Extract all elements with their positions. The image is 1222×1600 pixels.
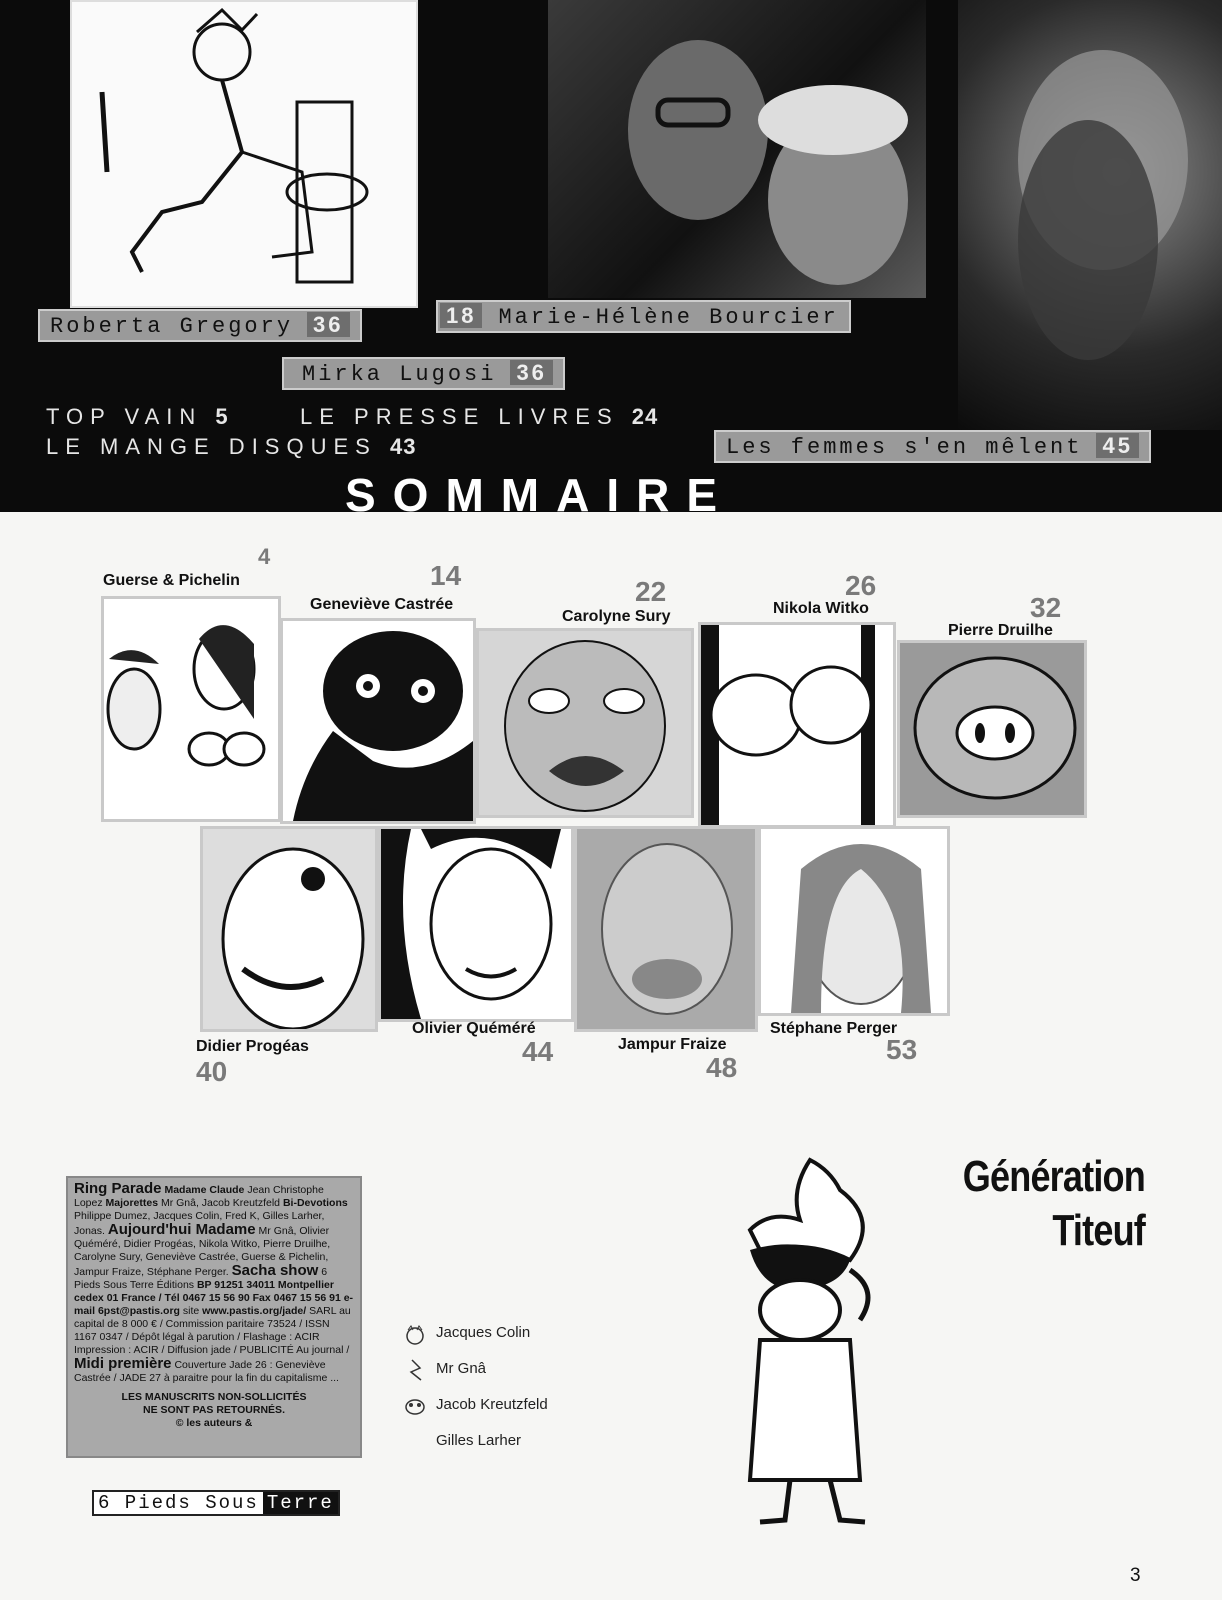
rubrique-name: TOP VAIN xyxy=(46,404,203,429)
scribble-figure-icon xyxy=(406,1358,426,1384)
bi-devotions-label: Bi-Devotions xyxy=(282,1197,348,1209)
artist-page-jampur-fraize: 48 xyxy=(706,1052,738,1083)
feature-name: Mirka Lugosi xyxy=(302,362,497,387)
feature-marie-helene-bourcier[interactable] xyxy=(436,300,851,333)
credit-icon-mr-gna xyxy=(406,1358,426,1389)
cartoon-figure-icon xyxy=(72,2,416,306)
rubrique-mange-disques[interactable] xyxy=(46,434,416,460)
bi-devotions-text: Philippe Dumez, Jacques Colin, Fred K, Gilles Larher, Jonas. xyxy=(74,1210,325,1237)
generation-titeuf-title xyxy=(944,1150,1145,1258)
grotesque-face-illustration-icon xyxy=(203,829,375,1029)
woman-face-sketch-icon xyxy=(761,829,947,1013)
scratchy-face-illustration-icon xyxy=(479,631,691,815)
rubrique-name: LE PRESSE LIVRES xyxy=(300,404,619,429)
manuscrits-line-2: NE SONT PAS RETOURNÉS. xyxy=(143,1404,285,1416)
two-faces-photo-icon xyxy=(548,0,926,298)
generation-line-2: Titeuf xyxy=(1052,1206,1145,1255)
publisher-name-a: 6 Pieds Sous xyxy=(98,1492,259,1514)
artist-page-didier-progeas: 40 xyxy=(196,1056,228,1087)
credit-gilles-larher: Gilles Larher xyxy=(436,1432,522,1449)
artist-name-nikola-witko: Nikola Witko xyxy=(773,600,869,617)
credit-icon-jacques-colin xyxy=(404,1324,426,1351)
masthead-credits xyxy=(66,1176,362,1458)
artist-page-olivier-quemere: 44 xyxy=(522,1036,554,1067)
midi-premiere-label: Midi première xyxy=(74,1355,172,1372)
publisher-name-b: Terre xyxy=(263,1492,338,1514)
artist-name-olivier-quemere: Olivier Quéméré xyxy=(412,1020,536,1037)
artist-page-nikola-witko: 26 xyxy=(845,570,877,601)
artist-name-guerse-pichelin: Guerse & Pichelin xyxy=(103,572,240,589)
artist-name-genevieve-castree: Geneviève Castrée xyxy=(310,596,454,613)
bourcier-photo xyxy=(548,0,926,298)
editions-text: 6 Pieds Sous Terre Éditions xyxy=(74,1266,328,1291)
artist-name-didier-progeas: Didier Progéas xyxy=(196,1038,309,1055)
site-link[interactable]: www.pastis.org/jade/ xyxy=(202,1305,307,1317)
madame-claude-label: Madame Claude xyxy=(164,1184,245,1196)
femmes-photo xyxy=(958,0,1222,430)
panel-olivier-quemere[interactable] xyxy=(378,826,574,1022)
artist-page-genevieve-castree: 14 xyxy=(430,560,462,591)
address-text: BP 91251 34011 Montpellier cedex 01 France xyxy=(74,1279,334,1304)
artist-name-carolyne-sury: Carolyne Sury xyxy=(562,608,671,625)
panel-genevieve-castree[interactable] xyxy=(280,618,476,824)
feature-name: Marie-Hélène Bourcier xyxy=(498,305,839,330)
titeuf-cartoon-icon xyxy=(690,1150,920,1530)
panel-nikola-witko[interactable] xyxy=(698,622,896,828)
pig-cartoon-illustration-icon xyxy=(701,625,893,825)
feature-page: 36 xyxy=(307,312,349,337)
feature-name: Roberta Gregory xyxy=(50,314,294,339)
credit-mr-gna: Mr Gnâ xyxy=(436,1360,487,1377)
artist-page-stephane-perger: 53 xyxy=(886,1034,918,1065)
panel-jampur-fraize[interactable] xyxy=(574,826,758,1032)
pig-face-illustration-icon xyxy=(900,643,1084,815)
feature-page: 45 xyxy=(1096,433,1138,458)
rubrique-page: 24 xyxy=(631,404,659,429)
bikini-woman-illustration-icon xyxy=(104,599,278,819)
credit-jacob-kreutzfeld: Jacob Kreutzfeld xyxy=(436,1396,548,1413)
woman-portrait-illustration-icon xyxy=(381,829,571,1019)
feature-name: Les femmes s'en mêlent xyxy=(726,435,1083,460)
panel-stephane-perger[interactable] xyxy=(758,826,950,1016)
credit-icon-jacob-kreutzfeld xyxy=(402,1394,428,1423)
feature-page: 36 xyxy=(510,360,552,385)
panel-carolyne-sury[interactable] xyxy=(476,628,694,818)
manuscrits-line-1: LES MANUSCRITS NON-SOLLICITÉS xyxy=(121,1391,307,1403)
cat-face-icon xyxy=(404,1324,426,1346)
rubrique-top-vain[interactable] xyxy=(46,404,229,430)
laughing-face-photo-icon xyxy=(958,0,1222,430)
aujourdhui-text: Mr Gnâ, Olivier Quéméré, Didier Progéas, Nikola Witko, Pierre Druilhe, Carolyne Sury, Geneviève Castrée, Guerse & Pichelin, Jampur Fraize, Stéphane Perger. xyxy=(74,1225,331,1278)
credit-jacques-colin: Jacques Colin xyxy=(436,1324,531,1341)
legal-text: SARL au capital de 8 000 € / Commission paritaire 73524 / ISSN 1167 0347 / Dépôt légal à parution / Flashage : ACIR Impression : ACIR / Diffusion jade / PUBLICITÉ Au journal / xyxy=(74,1305,351,1356)
titeuf-character-drawing xyxy=(690,1150,920,1530)
rubrique-name: LE MANGE DISQUES xyxy=(46,434,377,459)
panel-guerse-pichelin[interactable] xyxy=(101,596,281,822)
copyright-line: © les auteurs & xyxy=(175,1417,253,1429)
artist-page-carolyne-sury: 22 xyxy=(635,576,667,607)
aujourdhui-label: Aujourd'hui Madame xyxy=(107,1221,256,1238)
clown-face-illustration-icon xyxy=(577,829,755,1029)
generation-line-1: Génération xyxy=(962,1152,1145,1201)
panel-didier-progeas[interactable] xyxy=(200,826,378,1032)
majorettes-text: Mr Gnâ, Jacob Kreutzfeld xyxy=(160,1197,281,1209)
madame-claude-text: Jean Christophe Lopez xyxy=(74,1184,324,1209)
feature-page: 18 xyxy=(440,303,482,328)
page-title: SOMMAIRE xyxy=(345,469,734,521)
email-link[interactable]: 6pst@pastis.org xyxy=(97,1305,180,1317)
panel-pierre-druilhe[interactable] xyxy=(897,640,1087,818)
ring-parade-label: Ring Parade xyxy=(74,1180,162,1197)
artist-page-guerse-pichelin: 4 xyxy=(258,544,271,569)
site-label: site xyxy=(182,1305,200,1317)
black-cat-illustration-icon xyxy=(283,621,473,821)
majorettes-label: Majorettes xyxy=(105,1197,159,1209)
tel-text: / Tél 0467 15 56 90 Fax 0467 15 56 91 e-mail xyxy=(74,1292,354,1317)
publisher-logo xyxy=(92,1490,340,1516)
roberta-gregory-drawing xyxy=(70,0,418,308)
feature-les-femmes[interactable] xyxy=(714,430,1151,463)
artist-name-stephane-perger: Stéphane Perger xyxy=(770,1020,898,1037)
rubrique-page: 43 xyxy=(389,434,417,459)
creature-doodle-icon xyxy=(402,1394,428,1418)
rubrique-page: 5 xyxy=(215,404,229,429)
couverture-text: Couverture Jade 26 : Geneviève Castrée / JADE 27 à paraitre pour la fin du capitalisme ... xyxy=(74,1359,339,1384)
artist-name-pierre-druilhe: Pierre Druilhe xyxy=(948,622,1053,639)
page-number: 3 xyxy=(1130,1565,1141,1586)
artist-name-jampur-fraize: Jampur Fraize xyxy=(618,1036,727,1053)
manuscrits-notice xyxy=(74,1391,354,1430)
artist-page-pierre-druilhe: 32 xyxy=(1030,592,1062,623)
rubrique-presse-livres[interactable] xyxy=(300,404,658,430)
feature-roberta-gregory[interactable] xyxy=(38,309,362,342)
feature-mirka-lugosi[interactable] xyxy=(282,357,565,390)
sacha-show-label: Sacha show xyxy=(231,1262,319,1279)
